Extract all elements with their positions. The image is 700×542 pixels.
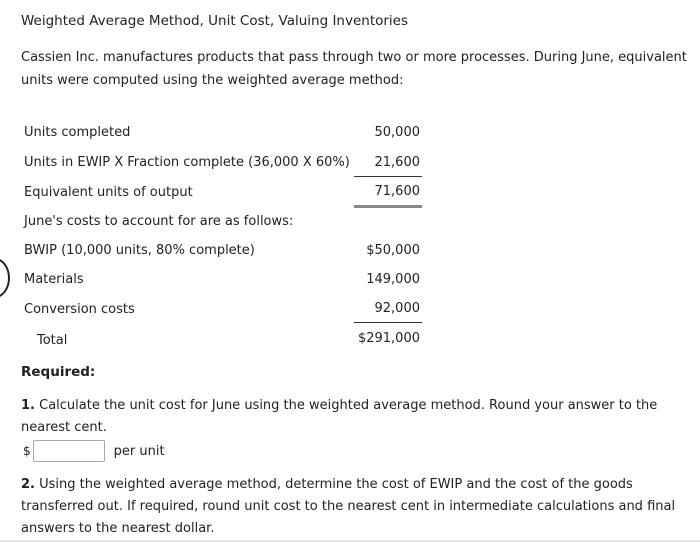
ewip-units-value: 21,600: [374, 155, 420, 170]
subtotal-rule: [354, 176, 422, 177]
materials-label: Materials: [24, 272, 84, 287]
question-2-text: Using the weighted average method, determine the cost of EWIP and the cost of the goods transferred out. If required, round unit cost to the nearest cent in intermediate calculations and final answers to the nearest dollar.: [21, 477, 676, 536]
required-heading: Required:: [21, 364, 96, 380]
per-unit-label: per unit: [113, 443, 165, 459]
question-1: [21, 395, 693, 439]
question-2: [21, 474, 693, 540]
materials-value: 149,000: [366, 272, 420, 287]
total-double-rule: [354, 205, 422, 208]
total-value: $291,000: [357, 331, 420, 346]
question-2-number: 2.: [21, 477, 35, 492]
intro-paragraph: Cassien Inc. manufactures products that pass through two or more processes. During June, equivalent units were computed using the weighted average method:: [21, 50, 687, 88]
conversion-costs-label: Conversion costs: [24, 302, 135, 317]
total-label: Total: [37, 333, 68, 348]
question-1-answer-row: [23, 440, 165, 462]
conversion-costs-value: 92,000: [374, 301, 420, 316]
page-title: Weighted Average Method, Unit Cost, Valuing Inventories: [21, 13, 409, 29]
equivalent-units-value: 71,600: [374, 184, 420, 199]
currency-symbol: $: [23, 444, 31, 458]
costs-subtotal-rule: [354, 322, 422, 323]
question-1-text: Calculate the unit cost for June using the weighted average method. Round your answer to the nearest cent.: [21, 398, 658, 435]
equivalent-units-label: Equivalent units of output: [24, 185, 193, 200]
question-1-number: 1.: [21, 398, 35, 413]
bwip-label: BWIP (10,000 units, 80% complete): [24, 243, 255, 258]
ewip-units-label: Units in EWIP X Fraction complete (36,000 X 60%): [24, 155, 350, 170]
unit-cost-input[interactable]: [33, 440, 105, 462]
costs-heading: June's costs to account for are as follows:: [24, 214, 294, 229]
scroll-margin-arc: [0, 258, 10, 298]
units-completed-value: 50,000: [374, 125, 420, 140]
bwip-value: $50,000: [366, 243, 420, 258]
units-completed-label: Units completed: [24, 125, 131, 140]
